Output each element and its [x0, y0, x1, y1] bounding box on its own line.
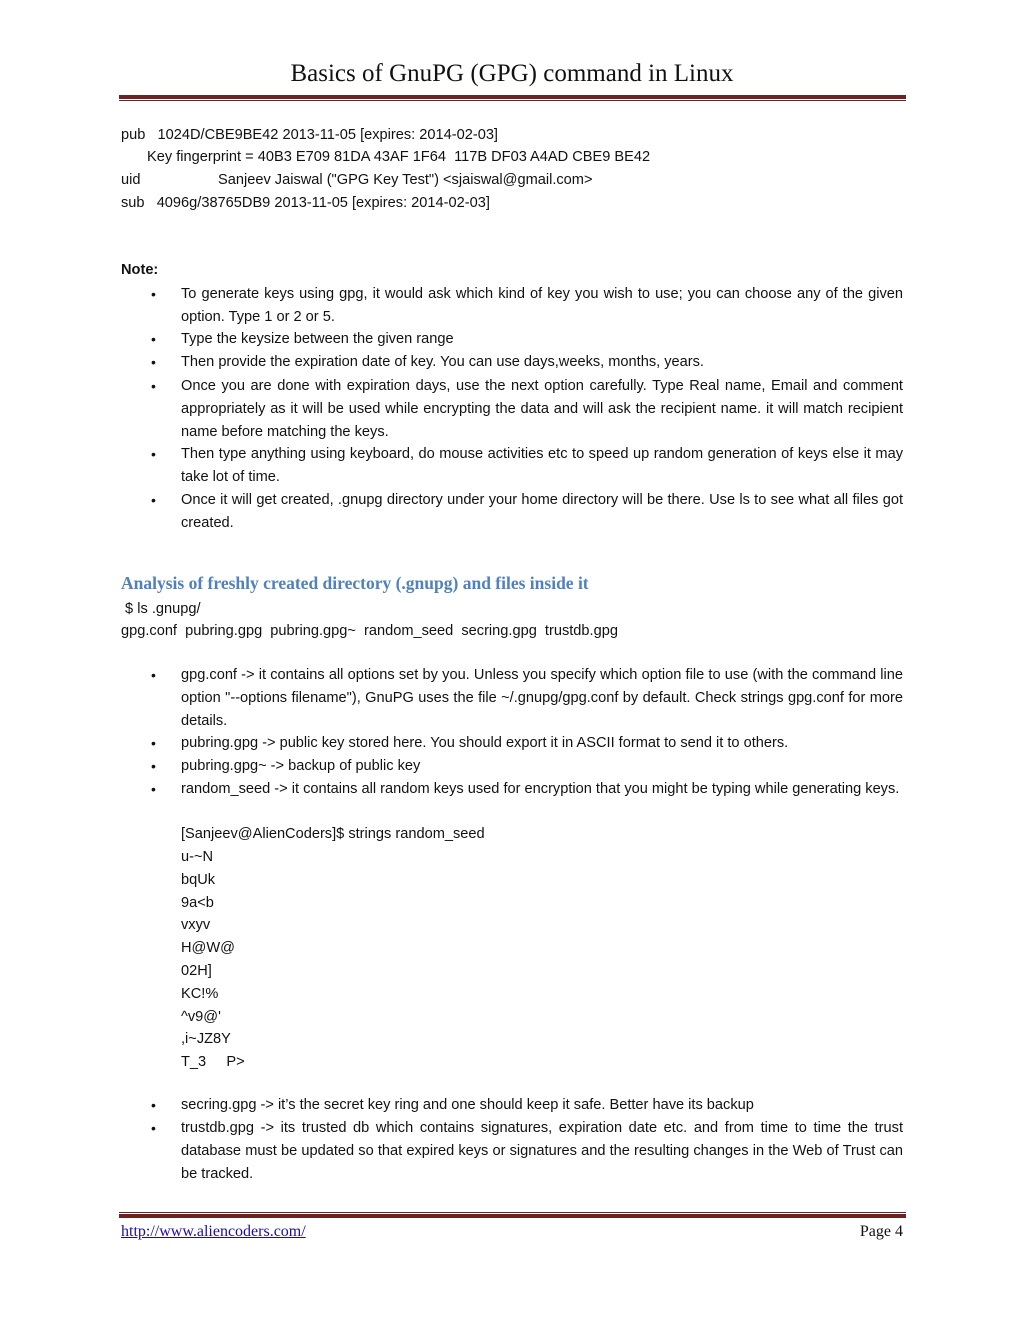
strings-output-line: ,i~JZ8Y [181, 1031, 231, 1047]
page-title: Basics of GnuPG (GPG) command in Linux [290, 60, 734, 87]
bullet-icon: • [151, 735, 156, 751]
bullet-icon: • [151, 1120, 156, 1136]
file-item-pubring: pubring.gpg -> public key stored here. You should export it in ASCII format to send it to others. [181, 735, 789, 751]
footer-rule-thin [119, 1212, 906, 1213]
bullet-icon: • [151, 758, 156, 774]
page-number: Page 4 [859, 1223, 903, 1240]
bullet-icon: • [151, 446, 156, 462]
bullet-icon: • [151, 354, 156, 370]
fingerprint-line: Key fingerprint = 40B3 E709 81DA 43AF 1F64 117B DF03 A4AD CBE9 BE42 [147, 149, 651, 165]
note-item: Type the keysize between the given range [181, 331, 454, 347]
bullet-icon: • [151, 492, 156, 508]
strings-output-line: ^v9@' [181, 1009, 221, 1025]
note-item: Once it will get created, .gnupg directory under your home directory will be there. Use ls to see what all files got created. [181, 492, 903, 531]
footer-site-link[interactable]: http://www.aliencoders.com/ [121, 1223, 306, 1240]
file-item-trustdb: trustdb.gpg -> its trusted db which contains signatures, expiration date etc. and from time to time the trust database must be updated so that expired keys or signatures and the resulting changes in the Web of Trust can be tracked. [181, 1120, 903, 1182]
strings-output-line: 9a<b [181, 895, 214, 911]
file-item-secring: secring.gpg -> it’s the secret key ring and one should keep it safe. Better have its backup [181, 1097, 754, 1113]
note-item: Once you are done with expiration days, use the next option carefully. Type Real name, Email and comment appropriately as it will be used while encrypting the data and will ask the recipient name. it will match recipient name before matching the keys. [181, 378, 903, 440]
bullet-icon: • [151, 781, 156, 797]
sub-line: sub 4096g/38765DB9 2013-11-05 [expires: 2014-02-03] [121, 195, 490, 211]
ls-command: $ ls .gnupg/ [121, 601, 201, 617]
note-item: Then type anything using keyboard, do mouse activities etc to speed up random generation of keys else it may take lot of time. [181, 446, 903, 485]
strings-output-line: u-~N [181, 849, 214, 865]
strings-command: [Sanjeev@AlienCoders]$ strings random_seed [181, 826, 485, 842]
strings-output-line: H@W@ [181, 940, 235, 956]
note-label: Note: [121, 262, 159, 278]
strings-output-line: T_3 P> [181, 1054, 245, 1070]
bullet-icon: • [151, 331, 156, 347]
strings-output-line: vxyv [181, 917, 211, 933]
bullet-icon: • [151, 378, 156, 394]
header-rule-thick [119, 95, 906, 99]
uid-label: uid [121, 172, 141, 188]
bullet-icon: • [151, 286, 156, 302]
file-item-pubring-backup: pubring.gpg~ -> backup of public key [181, 758, 421, 774]
pub-line: pub 1024D/CBE9BE42 2013-11-05 [expires: 2014-02-03] [121, 127, 498, 143]
strings-output-line: 02H] [181, 963, 212, 979]
ls-output: gpg.conf pubring.gpg pubring.gpg~ random_seed secring.gpg trustdb.gpg [121, 623, 618, 639]
footer-rule-thick [119, 1214, 906, 1218]
uid-value: Sanjeev Jaiswal ("GPG Key Test") <sjaiswal@gmail.com> [218, 172, 593, 188]
bullet-icon: • [151, 667, 156, 683]
bullet-icon: • [151, 1097, 156, 1113]
strings-output-line: KC!% [181, 986, 219, 1002]
file-item-random-seed: random_seed -> it contains all random keys used for encryption that you might be typing while generating keys. [181, 781, 900, 797]
note-item: Then provide the expiration date of key. You can use days,weeks, months, years. [181, 354, 704, 370]
note-item: To generate keys using gpg, it would ask which kind of key you wish to use; you can choose any of the given option. Type 1 or 2 or 5. [181, 286, 903, 325]
header-rule-thin [119, 100, 906, 101]
strings-output-line: bqUk [181, 872, 216, 888]
section-heading: Analysis of freshly created directory (.gnupg) and files inside it [121, 573, 589, 593]
file-item-gpg-conf: gpg.conf -> it contains all options set by you. Unless you specify which option file to use (with the command line option "--options filename"), GnuPG uses the file ~/.gnupg/gpg.conf by default. Check strings gpg.conf for more details. [181, 667, 903, 729]
